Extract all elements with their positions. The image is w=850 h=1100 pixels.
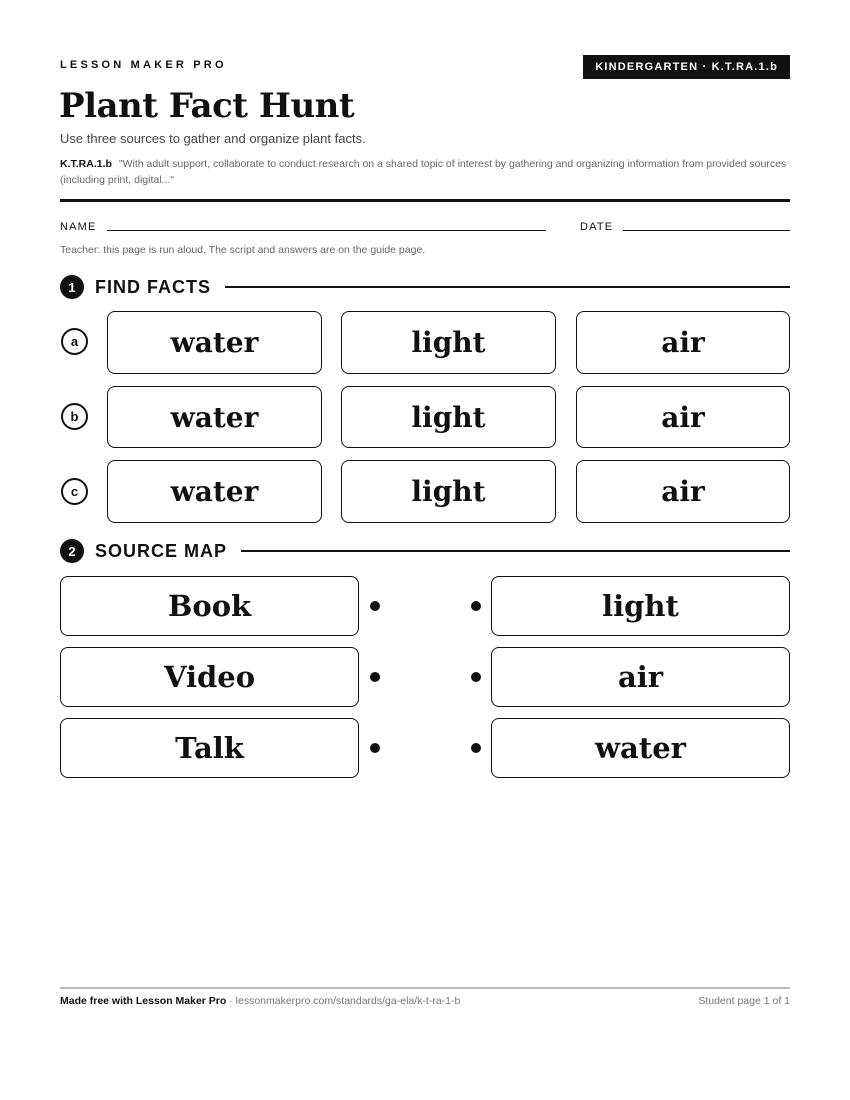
source-card-book[interactable]: Book	[60, 576, 359, 636]
footer-url[interactable]: lessonmakerpro.com/standards/ga-ela/k-t-ra-1-b	[235, 995, 461, 1007]
choice-card-c-water[interactable]: water	[107, 460, 322, 523]
header-divider	[60, 199, 790, 202]
section-find-facts-header	[60, 275, 790, 299]
fact-connector-dot[interactable]	[471, 672, 481, 682]
footer-made-with: Made free with Lesson Maker Pro	[60, 995, 227, 1007]
brand-wordmark: LESSON MAKER PRO	[60, 59, 227, 71]
date-label: DATE	[580, 221, 614, 233]
standard-code: K.T.RA.1.b	[60, 158, 112, 170]
choice-card-b-air[interactable]: air	[576, 386, 790, 448]
standard-description	[60, 156, 790, 188]
name-label: NAME	[60, 221, 97, 233]
choice-card-c-air[interactable]: air	[576, 460, 790, 523]
date-field[interactable]	[623, 230, 790, 231]
section-rule	[225, 286, 790, 288]
section-number-badge: 1	[60, 275, 84, 299]
standard-text: "With adult support, collaborate to conduct research on a shared topic of interest by gathering and organizing information from provided sources (including print, digital..."	[60, 158, 787, 186]
name-field[interactable]	[107, 230, 546, 231]
footer-credit	[60, 995, 460, 1007]
page-subtitle: Use three sources to gather and organize plant facts.	[60, 131, 366, 146]
source-card-talk[interactable]: Talk	[60, 718, 359, 778]
choice-card-b-light[interactable]: light	[341, 386, 556, 448]
source-connector-dot[interactable]	[370, 672, 380, 682]
page-title: Plant Fact Hunt	[59, 86, 355, 126]
footer-separator: ·	[226, 995, 236, 1007]
source-connector-dot[interactable]	[370, 601, 380, 611]
grade-standard-badge: KINDERGARTEN · K.T.RA.1.b	[583, 55, 790, 79]
source-card-video[interactable]: Video	[60, 647, 359, 707]
choice-card-c-light[interactable]: light	[341, 460, 556, 523]
fact-connector-dot[interactable]	[471, 601, 481, 611]
section-source-map-header	[60, 539, 790, 563]
footer-page-number: Student page 1 of 1	[698, 995, 790, 1007]
row-letter-a: a	[61, 328, 88, 355]
teacher-note: Teacher: this page is run aloud. The script and answers are on the guide page.	[60, 244, 426, 256]
section-number-badge: 2	[60, 539, 84, 563]
choice-card-a-light[interactable]: light	[341, 311, 556, 374]
choice-card-a-water[interactable]: water	[107, 311, 322, 374]
choice-card-a-air[interactable]: air	[576, 311, 790, 374]
source-connector-dot[interactable]	[370, 743, 380, 753]
section-rule	[241, 550, 790, 552]
choice-card-b-water[interactable]: water	[107, 386, 322, 448]
section-title: SOURCE MAP	[95, 540, 228, 561]
row-letter-b: b	[61, 403, 88, 430]
fact-card-air[interactable]: air	[491, 647, 790, 707]
row-letter-c: c	[61, 478, 88, 505]
fact-card-light[interactable]: light	[491, 576, 790, 636]
fact-connector-dot[interactable]	[471, 743, 481, 753]
section-title: FIND FACTS	[95, 276, 211, 297]
footer-divider	[60, 987, 790, 989]
fact-card-water[interactable]: water	[491, 718, 790, 778]
